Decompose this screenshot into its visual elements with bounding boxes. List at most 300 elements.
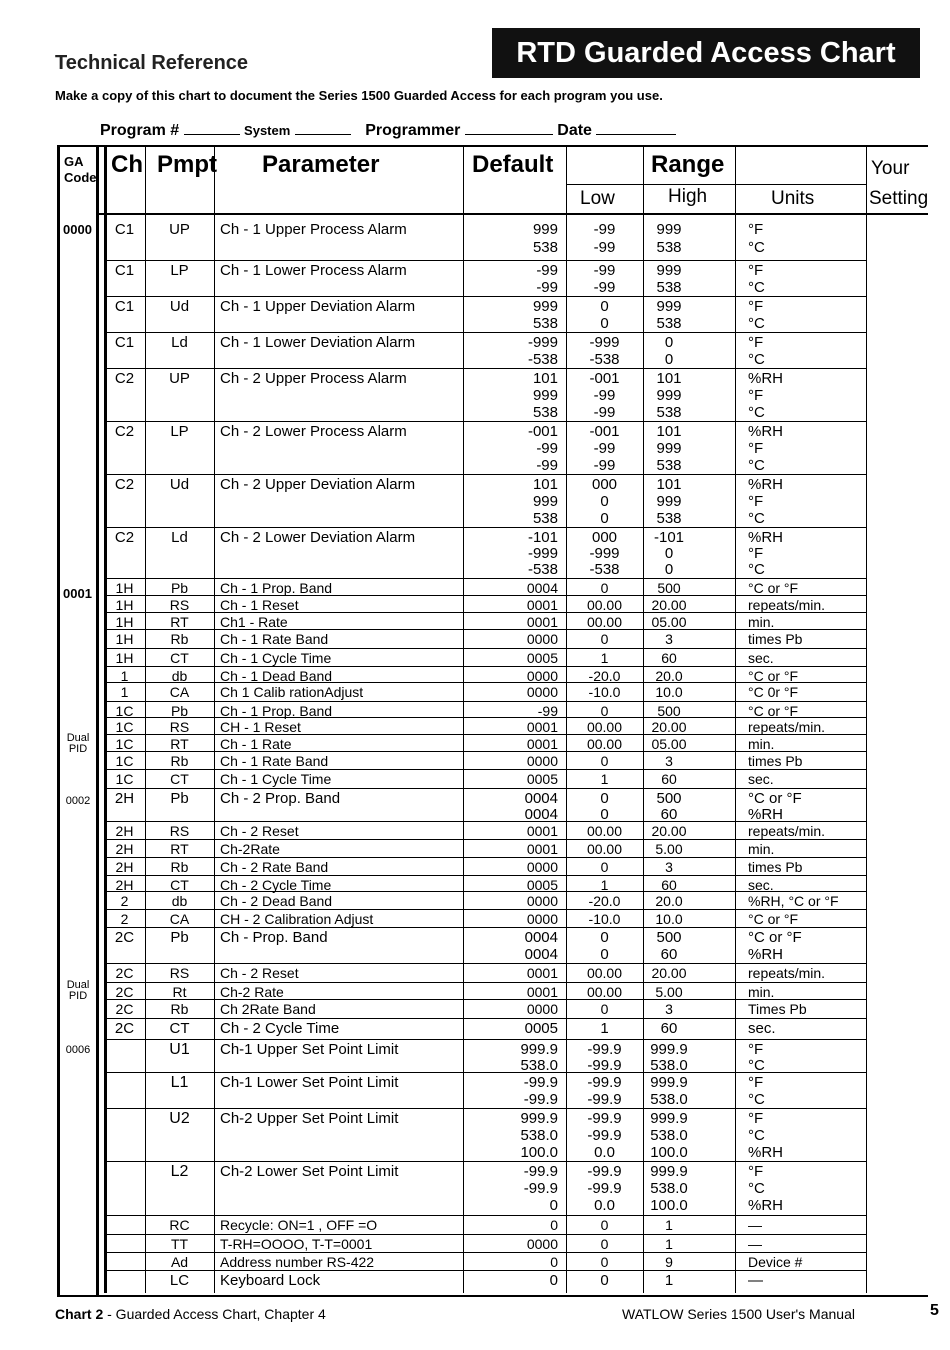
- low-value: 00.00: [586, 736, 623, 752]
- ga-header: GA: [64, 154, 84, 169]
- ch-cell: 2C: [115, 965, 134, 981]
- parameter-cell: Ch 2Rate Band: [220, 1001, 316, 1017]
- ch-cell: 2: [120, 911, 129, 927]
- default-value: 0000: [526, 1236, 558, 1252]
- pmpt-cell: L2: [170, 1163, 189, 1180]
- low-value: 0: [600, 1217, 609, 1233]
- pmpt-cell: TT: [170, 1236, 189, 1252]
- low-value: -99: [593, 239, 616, 256]
- low-value: -99: [593, 440, 616, 457]
- low-value: 0: [600, 1001, 609, 1017]
- parameter-cell: Address number RS-422: [220, 1254, 375, 1270]
- parameter-cell: Ch - 1 Rate: [220, 736, 292, 752]
- row-divider: [104, 839, 866, 840]
- units-value: °C: [748, 1057, 765, 1074]
- system-field[interactable]: [295, 120, 351, 135]
- your-setting-cell[interactable]: [868, 718, 926, 733]
- high-value: 60: [660, 946, 678, 963]
- ch-cell: C2: [114, 423, 135, 440]
- high-value: 538.0: [650, 1127, 688, 1144]
- units-value: °F: [748, 545, 764, 562]
- caption-text: - Guarded Access Chart, Chapter 4: [103, 1306, 326, 1322]
- row-divider: [104, 769, 866, 770]
- units-value: °F: [748, 493, 764, 510]
- pmpt-cell: Pb: [170, 703, 189, 719]
- parameter-cell: Ch - 1 Upper Deviation Alarm: [220, 298, 416, 315]
- row-divider: [104, 927, 866, 928]
- parameter-cell: Ch - 2 Cycle Time: [220, 877, 332, 893]
- high-value: 538: [656, 457, 682, 474]
- row-divider: [104, 578, 866, 579]
- low-value: -538: [589, 561, 620, 578]
- default-header: Default: [472, 151, 554, 178]
- your-setting-cell[interactable]: [868, 1235, 926, 1251]
- parameter-cell: Ch - 2 Upper Deviation Alarm: [220, 476, 416, 493]
- your-setting-cell[interactable]: [868, 333, 926, 367]
- pmpt-cell: U2: [169, 1110, 190, 1127]
- your-setting-cell[interactable]: [868, 630, 926, 647]
- units-value: times Pb: [748, 753, 803, 769]
- ga-code: 0000: [63, 222, 92, 237]
- pmpt-cell: Ud: [169, 298, 190, 315]
- program-field[interactable]: [184, 120, 240, 135]
- ch-cell: 1H: [115, 597, 134, 613]
- low-value: -10.0: [588, 684, 621, 700]
- your-setting-cell[interactable]: [868, 297, 926, 331]
- pmpt-cell: L1: [170, 1074, 189, 1091]
- row-divider: [104, 474, 866, 475]
- ch-cell: 2C: [115, 1001, 134, 1017]
- units-value: %RH: [748, 423, 784, 440]
- units-value: °F: [748, 1163, 764, 1180]
- high-value: 538.0: [650, 1091, 688, 1108]
- default-value: 101: [532, 476, 558, 493]
- default-value: 0005: [524, 1020, 558, 1037]
- chart-caption: [55, 1306, 326, 1322]
- your-setting-cell[interactable]: [868, 928, 926, 962]
- units-value: —: [748, 1272, 763, 1289]
- units-value: Device #: [748, 1254, 803, 1270]
- default-value: -99.9: [523, 1180, 558, 1197]
- default-value: 999: [532, 221, 558, 238]
- row-divider: [104, 857, 866, 858]
- default-value: -99.9: [523, 1074, 558, 1091]
- default-value: 0: [550, 1254, 558, 1270]
- ch-cell: C2: [114, 476, 135, 493]
- parameter-cell: Ch - 1 Rate Band: [220, 753, 329, 769]
- pmpt-cell: CA: [169, 911, 190, 927]
- row-divider: [104, 682, 866, 683]
- parameter-cell: Ch - 1 Prop. Band: [220, 703, 333, 719]
- your-setting-cell[interactable]: [868, 892, 926, 908]
- program-label: Program #: [100, 122, 180, 139]
- row-divider: [104, 963, 866, 964]
- default-value: 538: [532, 315, 558, 332]
- pmpt-cell: LC: [169, 1272, 190, 1289]
- units-header: Units: [771, 188, 815, 209]
- your-setting-cell[interactable]: [868, 579, 926, 594]
- high-value: 999: [656, 221, 682, 238]
- your-setting-cell[interactable]: [868, 667, 926, 681]
- pmpt-header: Pmpt: [157, 151, 217, 178]
- units-value: %RH: [748, 370, 784, 387]
- row-divider: [104, 701, 866, 702]
- your-setting-cell[interactable]: [868, 1040, 926, 1071]
- units-value: %RH: [748, 476, 784, 493]
- parameter-cell: Ch-1 Upper Set Point Limit: [220, 1041, 399, 1058]
- your-setting-cell[interactable]: [868, 1253, 926, 1269]
- your-setting-cell[interactable]: [868, 1073, 926, 1107]
- default-value: 0000: [526, 668, 558, 684]
- default-value: -99: [536, 279, 558, 296]
- default-value: -99: [537, 703, 558, 719]
- high-value: 101: [656, 476, 682, 493]
- high-value: 05.00: [651, 614, 687, 630]
- your-setting-cell[interactable]: [868, 983, 926, 998]
- your-setting-cell[interactable]: [868, 789, 926, 820]
- programmer-field[interactable]: [465, 120, 553, 135]
- default-value: 0001: [526, 841, 558, 857]
- high-value: 10.0: [655, 684, 683, 700]
- low-value: 1: [600, 771, 609, 787]
- ch-cell: 1C: [115, 736, 134, 752]
- your-setting-cell[interactable]: [868, 1216, 926, 1233]
- ch-cell: C2: [114, 529, 135, 546]
- your-setting-cell[interactable]: [868, 220, 926, 259]
- row-divider: [104, 1270, 866, 1271]
- row-divider: [104, 1252, 866, 1253]
- units-value: min.: [748, 841, 775, 857]
- low-value: -99: [593, 279, 616, 296]
- your-setting-cell[interactable]: [868, 528, 926, 577]
- low-value: 0: [600, 859, 609, 875]
- units-value: °C: [748, 279, 765, 296]
- high-header: High: [668, 186, 708, 207]
- parameter-cell: Ch - 2 Reset: [220, 823, 299, 839]
- low-value: 00.00: [586, 965, 623, 981]
- high-value: 0: [664, 334, 674, 351]
- ch-cell: 1: [120, 684, 129, 700]
- default-value: 0001: [526, 719, 558, 735]
- parameter-cell: Ch 1 Calib rationAdjust: [220, 684, 364, 700]
- row-divider: [104, 421, 866, 422]
- pmpt-cell: Pb: [170, 929, 189, 946]
- your-setting-cell[interactable]: [868, 1162, 926, 1214]
- your-setting-cell[interactable]: [868, 876, 926, 890]
- default-value: -99.9: [523, 1163, 558, 1180]
- pmpt-cell: Ld: [171, 529, 188, 546]
- page-number: 5: [930, 1302, 939, 1319]
- units-value: °C: [748, 457, 765, 474]
- pmpt-cell: db: [171, 893, 188, 909]
- row-divider: [104, 1018, 866, 1019]
- ch-cell: 1H: [115, 580, 134, 596]
- high-value: 1: [665, 1236, 673, 1252]
- units-value: repeats/min.: [748, 719, 826, 735]
- units-value: °C or °F: [748, 703, 799, 719]
- pmpt-cell: RT: [170, 614, 189, 630]
- pmpt-cell: Pb: [170, 580, 189, 596]
- default-value: -99: [536, 262, 558, 279]
- pmpt-cell: CT: [170, 771, 189, 787]
- default-value: 0001: [526, 965, 558, 981]
- parameter-cell: Ch1 - Rate: [220, 614, 288, 630]
- pmpt-cell: Rb: [170, 753, 189, 769]
- units-value: %RH: [748, 806, 784, 823]
- default-value: 538: [532, 404, 558, 421]
- low-value: 000: [591, 529, 618, 546]
- low-value: -99: [593, 221, 616, 238]
- default-value: 999: [532, 493, 558, 510]
- high-value: 0: [664, 561, 674, 578]
- ch-cell: 2H: [115, 841, 134, 857]
- row-divider: [104, 875, 866, 876]
- divider: [866, 145, 867, 1293]
- low-value: 00.00: [586, 614, 623, 630]
- ch-cell: 2H: [115, 859, 134, 875]
- units-value: repeats/min.: [748, 823, 826, 839]
- low-value: 0: [600, 493, 609, 510]
- row-divider: [104, 1039, 866, 1040]
- high-value: 05.00: [651, 736, 687, 752]
- units-value: °C: [748, 404, 765, 421]
- units-value: °C: [748, 510, 765, 527]
- your-setting-cell[interactable]: [868, 1109, 926, 1160]
- ch-cell: C2: [114, 370, 135, 387]
- pmpt-cell: Rt: [172, 984, 187, 1000]
- high-value: 500: [657, 703, 681, 719]
- your-setting-cell[interactable]: [868, 910, 926, 926]
- default-value: 0005: [526, 877, 558, 893]
- parameter-cell: Ch-2 Rate: [220, 984, 284, 1000]
- high-value: 9: [665, 1254, 673, 1270]
- low-value: 1: [600, 877, 609, 893]
- high-value: 3: [665, 753, 673, 769]
- low-value: 0: [600, 1272, 609, 1289]
- chart-banner: RTD Guarded Access Chart: [492, 28, 920, 78]
- pmpt-cell: Ud: [169, 476, 190, 493]
- ch-cell: 2C: [115, 984, 134, 1000]
- default-value: 0004: [524, 946, 558, 963]
- your-setting-cell[interactable]: [868, 770, 926, 787]
- low-value: -999: [589, 545, 620, 562]
- low-value: -999: [589, 334, 620, 351]
- low-header: Low: [580, 188, 615, 209]
- high-value: 999: [656, 493, 682, 510]
- default-value: 0000: [526, 859, 558, 875]
- high-value: 20.00: [651, 823, 687, 839]
- your-setting-cell[interactable]: [868, 702, 926, 716]
- default-value: 0001: [526, 823, 558, 839]
- row-divider: [104, 891, 866, 892]
- parameter-cell: Ch - 2 Dead Band: [220, 893, 333, 909]
- default-value: -999: [527, 334, 558, 351]
- pmpt-cell: RS: [169, 823, 190, 839]
- default-value: 0000: [526, 893, 558, 909]
- divider: [99, 213, 928, 215]
- low-value: 1: [600, 650, 609, 666]
- pmpt-cell: UP: [169, 370, 190, 387]
- low-value: -99.9: [587, 1091, 622, 1108]
- your-setting-cell[interactable]: [868, 752, 926, 768]
- your-setting-cell[interactable]: [868, 649, 926, 665]
- your-setting-cell[interactable]: [868, 683, 926, 700]
- parameter-cell: T-RH=OOOO, T-T=0001: [220, 1236, 373, 1252]
- high-value: 101: [656, 423, 682, 440]
- program-line: [100, 120, 676, 140]
- divider: [214, 145, 215, 1293]
- pmpt-cell: CT: [170, 650, 189, 666]
- your-setting-cell[interactable]: [868, 1019, 926, 1038]
- parameter-cell: Ch - 1 Dead Band: [220, 668, 333, 684]
- row-divider: [104, 648, 866, 649]
- pmpt-cell: Rb: [170, 1001, 189, 1017]
- parameter-cell: Ch - 1 Reset: [220, 597, 299, 613]
- parameter-cell: Keyboard Lock: [220, 1272, 321, 1289]
- high-value: 60: [660, 1020, 678, 1037]
- ch-cell: 1C: [115, 719, 134, 735]
- pmpt-cell: RC: [169, 1217, 190, 1233]
- units-value: min.: [748, 614, 775, 630]
- parameter-cell: Ch - 2 Cycle Time: [220, 1020, 340, 1037]
- low-value: 0: [600, 946, 609, 963]
- low-value: 0: [600, 1236, 609, 1252]
- ch-cell: 1: [120, 668, 129, 684]
- units-value: °C or °F: [748, 580, 799, 596]
- pmpt-cell: UP: [169, 221, 190, 238]
- row-divider: [104, 368, 866, 369]
- parameter-cell: Ch-2 Lower Set Point Limit: [220, 1163, 399, 1180]
- default-value: 0: [549, 1272, 558, 1289]
- high-value: 3: [665, 1001, 673, 1017]
- your-setting-cell[interactable]: [868, 822, 926, 838]
- pmpt-cell: Ad: [170, 1254, 189, 1270]
- high-value: 538.0: [650, 1057, 688, 1074]
- high-value: 20.0: [655, 668, 683, 684]
- default-value: 0001: [526, 736, 558, 752]
- date-label: Date: [557, 122, 592, 139]
- pmpt-cell: Rb: [170, 859, 189, 875]
- date-field[interactable]: [596, 120, 676, 135]
- chart-label: Chart 2: [55, 1306, 104, 1322]
- low-value: -99: [593, 262, 616, 279]
- default-value: -538: [527, 561, 558, 578]
- programmer-label: Programmer: [365, 122, 461, 139]
- pmpt-cell: Ld: [171, 334, 188, 351]
- high-value: 999.9: [650, 1110, 688, 1127]
- high-value: 60: [660, 806, 678, 823]
- default-value: 0000: [526, 684, 558, 700]
- parameter-cell: CH - 1 Reset: [220, 719, 301, 735]
- ch-cell: 1H: [115, 650, 134, 666]
- units-value: °F: [748, 1110, 764, 1127]
- low-value: -001: [589, 423, 620, 440]
- parameter-cell: Ch - Prop. Band: [220, 929, 328, 946]
- pmpt-cell: RS: [169, 597, 190, 613]
- low-value: 0: [600, 510, 609, 527]
- manual-title: WATLOW Series 1500 User's Manual: [622, 1306, 855, 1322]
- units-value: sec.: [748, 771, 774, 787]
- divider: [566, 184, 866, 185]
- low-value: 0: [600, 790, 609, 807]
- your-setting-cell[interactable]: [868, 596, 926, 611]
- low-value: 00.00: [586, 597, 623, 613]
- your-setting-cell[interactable]: [868, 1271, 926, 1289]
- parameter-cell: Ch - 1 Prop. Band: [220, 580, 333, 596]
- units-value: sec.: [748, 650, 774, 666]
- default-value: 999: [532, 387, 558, 404]
- units-value: min.: [748, 984, 775, 1000]
- low-value: 0: [600, 298, 609, 315]
- default-value: 0004: [526, 580, 558, 596]
- your-setting-cell[interactable]: [868, 422, 926, 473]
- low-value: 0: [600, 929, 609, 946]
- low-value: -10.0: [588, 911, 621, 927]
- low-value: 0: [600, 631, 609, 647]
- your-setting-cell[interactable]: [868, 735, 926, 750]
- your-setting-cell[interactable]: [868, 475, 926, 526]
- parameter-cell: Ch - 1 Upper Process Alarm: [220, 221, 407, 238]
- row-divider: [104, 296, 866, 297]
- high-value: 3: [665, 859, 673, 875]
- row-divider: [104, 717, 866, 718]
- default-value: -538: [527, 351, 558, 368]
- row-divider: [104, 909, 866, 910]
- your-setting-cell[interactable]: [868, 613, 926, 628]
- units-value: times Pb: [748, 631, 803, 647]
- ch-cell: 2H: [115, 823, 134, 839]
- low-value: 0: [600, 753, 609, 769]
- high-value: 100.0: [650, 1144, 688, 1161]
- ch-cell: 1C: [115, 771, 134, 787]
- ch-header: Ch: [111, 151, 143, 178]
- your-setting-cell[interactable]: [868, 369, 926, 420]
- parameter-cell: Ch - 2 Prop. Band: [220, 790, 341, 807]
- your-setting-cell[interactable]: [868, 1000, 926, 1017]
- low-value: 0.0: [594, 1197, 615, 1214]
- parameter-cell: Ch - 2 Rate Band: [220, 859, 329, 875]
- units-value: °F: [748, 440, 764, 457]
- units-value: min.: [748, 736, 775, 752]
- low-value: -99.9: [587, 1163, 622, 1180]
- default-value: 538.0: [520, 1127, 558, 1144]
- your-setting-cell[interactable]: [868, 840, 926, 856]
- row-divider: [104, 260, 866, 261]
- units-value: sec.: [748, 877, 774, 893]
- default-value: 999: [532, 298, 558, 315]
- units-value: °C: [748, 1091, 765, 1108]
- units-value: °F: [748, 298, 764, 315]
- pmpt-cell: RT: [170, 841, 189, 857]
- units-value: °C: [748, 1127, 765, 1144]
- high-value: 999.9: [650, 1041, 688, 1058]
- ch-cell: 1H: [115, 631, 134, 647]
- high-value: 1: [665, 1217, 673, 1233]
- units-value: repeats/min.: [748, 597, 826, 613]
- units-value: °C or °F: [748, 790, 802, 807]
- low-value: 0: [600, 580, 609, 596]
- units-value: %RH: [748, 946, 784, 963]
- ch-cell: C1: [114, 298, 135, 315]
- default-value: 0000: [526, 753, 558, 769]
- your-setting-cell[interactable]: [868, 261, 926, 295]
- low-value: -99: [593, 404, 616, 421]
- your-setting-cell[interactable]: [868, 858, 926, 874]
- high-value: 538: [656, 239, 682, 256]
- your-setting-cell[interactable]: [868, 964, 926, 981]
- instructions: Make a copy of this chart to document the Series 1500 Guarded Access for each program you use.: [55, 88, 663, 103]
- default-value: 100.0: [520, 1144, 558, 1161]
